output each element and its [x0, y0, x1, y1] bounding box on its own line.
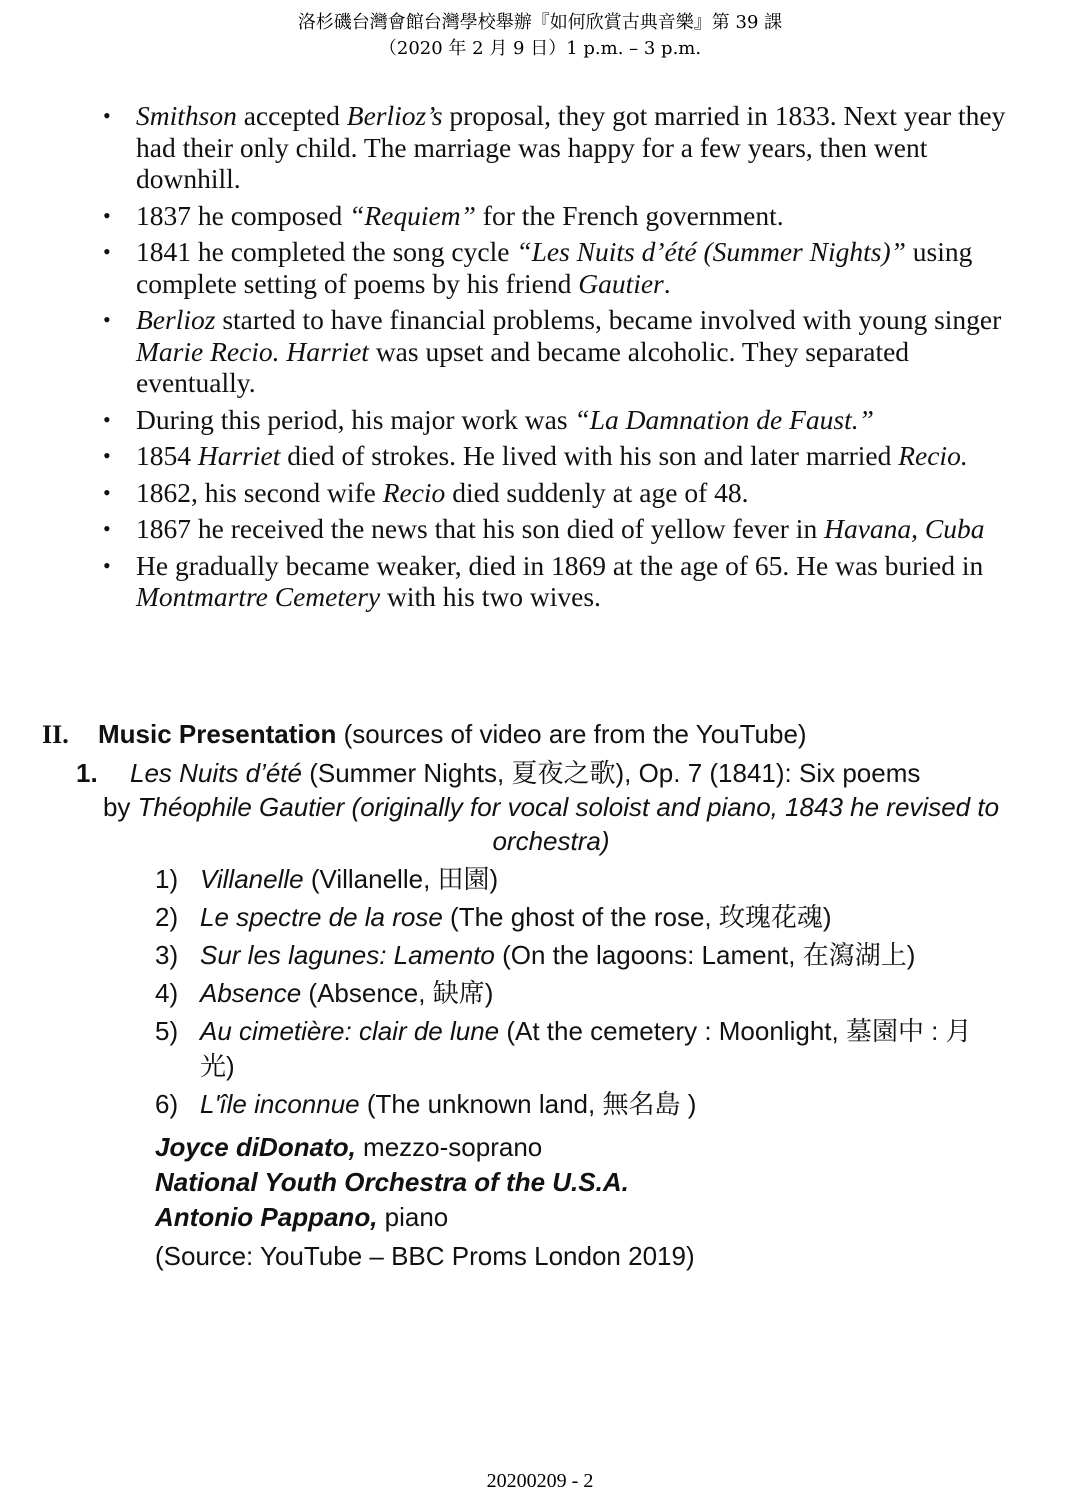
text: 1862, his second wife [136, 476, 383, 508]
song-translation: (Villanelle, 田園) [303, 864, 499, 894]
bullet-icon: • [103, 103, 111, 128]
text: for the French government. [475, 199, 784, 231]
page-header [0, 10, 1080, 62]
section-number: II. [42, 720, 69, 749]
work-subtitle: (Summer Nights, 夏夜之歌), Op. 7 (1841): Six poems [301, 758, 921, 788]
italic-text: Gautier [578, 267, 664, 299]
section-note: (sources of video are from the YouTube) [336, 719, 807, 749]
song-item [155, 862, 1005, 897]
song-item [155, 938, 1005, 973]
italic-text: Recio [382, 476, 446, 508]
text: 1867 he received the news that his son died of yellow fever in [136, 513, 825, 544]
performer-name: Antonio Pappano, [155, 1202, 378, 1232]
list-item [100, 513, 1030, 545]
bullet-icon: • [103, 516, 111, 541]
bullet-icon: • [103, 479, 111, 505]
list-item [100, 100, 1030, 195]
text: with his two wives. [380, 581, 601, 612]
italic-text: Smithson [136, 100, 237, 131]
song-item [155, 976, 1005, 1011]
list-item [100, 236, 1030, 299]
text: using complete setting of poems by his friend [136, 236, 973, 299]
text: 1837 he composed [136, 199, 350, 231]
song-title: Villanelle [200, 864, 304, 894]
work-item [76, 756, 1006, 858]
song-number: 3) [155, 940, 179, 970]
work-description [96, 790, 1006, 858]
section-heading [42, 717, 1032, 752]
source-note: (Source: YouTube – BBC Proms London 2019) [155, 1241, 695, 1271]
song-title: Au cimetière: clair de lune [200, 1016, 500, 1046]
bullet-icon: • [103, 307, 111, 332]
bullet-icon: • [103, 443, 111, 468]
song-title: Absence [200, 978, 302, 1008]
performer-2 [155, 1165, 1005, 1200]
text: During this period, his major work was [136, 403, 575, 435]
song-item [155, 1087, 1005, 1122]
page-footer: 20200209 - 2 [486, 1470, 594, 1492]
song-translation: (On the lagoons: Lament, 在瀉湖上) [494, 940, 916, 970]
list-item [100, 304, 1030, 399]
song-translation: (At the cemetery : Moonlight, 墓園中 : 月光) [200, 1016, 972, 1081]
bullet-icon: • [103, 239, 111, 264]
song-number: 4) [155, 978, 179, 1008]
italic-text: Havana, Cuba [824, 513, 985, 544]
italic-text: Berlioz [136, 304, 216, 335]
text: died of strokes. He lived with his son and later married [280, 440, 899, 471]
list-item [100, 404, 1030, 436]
list-item [100, 477, 1030, 509]
song-translation: (The unknown land, 無名島 ) [359, 1089, 697, 1119]
work-title: Les Nuits d’été [130, 758, 302, 788]
italic-text: Berlioz’s [346, 100, 443, 131]
list-item [100, 550, 1030, 613]
italic-text: Harriet [197, 440, 281, 471]
text: He gradually became weaker, died in 1869 at the age of 65. He was buried in [136, 549, 984, 581]
section-title: Music Presentation [98, 719, 337, 749]
work-by: by [102, 792, 138, 822]
performer-3 [155, 1200, 1005, 1235]
performer-role: piano [377, 1202, 449, 1232]
header-date: （2020 年 2 月 9 日）1 p.m. – 3 p.m. [378, 38, 702, 59]
song-translation: (Absence, 缺席) [301, 978, 494, 1008]
song-list [155, 862, 1005, 1125]
song-title: Sur les lagunes: Lamento [200, 940, 495, 970]
italic-text: Recio. [898, 440, 968, 471]
text: proposal, they got married in 1833. Next year they had their only child. The marriage was happy for a few years, then went downhill. [136, 100, 1006, 194]
text: 1841 he completed the song cycle [136, 236, 517, 267]
bullet-list [100, 100, 1030, 618]
performers [155, 1130, 1005, 1274]
text: . [663, 267, 671, 299]
italic-text: “Les Nuits d’été (Summer Nights)” [516, 236, 906, 267]
song-title: L'île inconnue [200, 1089, 360, 1119]
performer-role: mezzo-soprano [355, 1132, 543, 1162]
song-number: 2) [155, 902, 179, 932]
song-translation: (The ghost of the rose, 玫瑰花魂) [442, 902, 832, 932]
italic-text: “Requiem” [349, 199, 476, 231]
performer-1 [155, 1130, 1005, 1165]
text: started to have financial problems, became involved with young singer [215, 304, 1002, 335]
bullet-icon: • [103, 406, 111, 432]
performer-name: Joyce diDonato, [155, 1132, 356, 1162]
list-item [100, 200, 1030, 232]
bullet-icon: • [103, 202, 111, 228]
italic-text: “La Damnation de Faust.” [574, 403, 874, 435]
list-item [100, 440, 1030, 472]
song-title: Le spectre de la rose [200, 902, 443, 932]
song-number: 6) [155, 1089, 179, 1119]
song-item [155, 1014, 1005, 1084]
text: died suddenly at age of 48. [445, 476, 749, 508]
song-item [155, 900, 1005, 935]
work-poet-note: Théophile Gautier (originally for vocal soloist and piano, 1843 he revised to orchestra) [137, 792, 1000, 856]
work-number: 1. [76, 758, 98, 788]
header-title: 洛杉磯台灣會館台灣學校舉辦『如何欣賞古典音樂』第 39 課 [297, 12, 783, 33]
italic-text: Montmartre Cemetery [136, 581, 381, 612]
text: accepted [236, 100, 347, 131]
bullet-icon: • [103, 552, 111, 578]
song-number: 1) [155, 864, 179, 894]
italic-text: Marie Recio. Harriet [136, 335, 369, 367]
text: 1854 [136, 440, 198, 471]
performer-name: National Youth Orchestra of the U.S.A. [155, 1167, 629, 1197]
text: was upset and became alcoholic. They separated eventually. [136, 335, 910, 398]
song-number: 5) [155, 1016, 179, 1046]
